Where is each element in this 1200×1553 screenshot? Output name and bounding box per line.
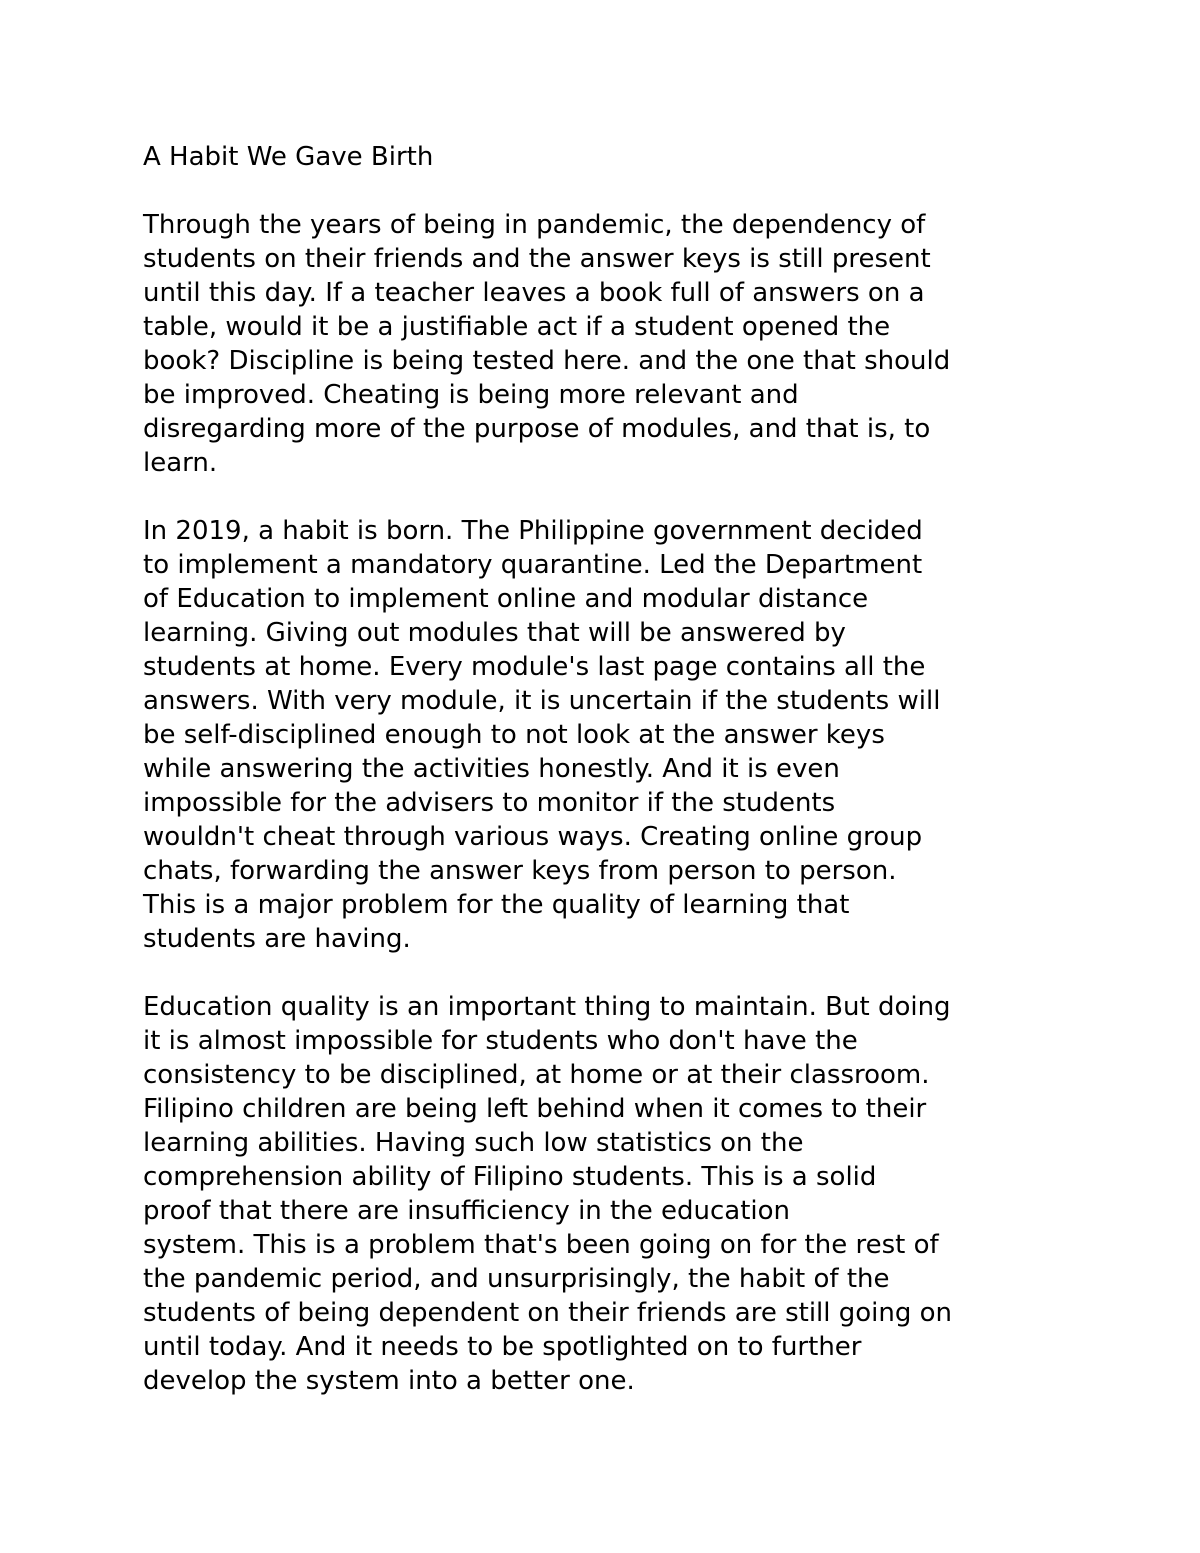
paragraph-line: while answering the activities honestly. And it is even <box>143 754 840 784</box>
paragraph-line: students of being dependent on their friends are still going on <box>143 1298 953 1328</box>
paragraph-line: impossible for the advisers to monitor if the students <box>143 788 836 818</box>
paragraph-line: it is almost impossible for students who don't have the <box>143 1026 858 1056</box>
paragraph-line: Through the years of being in pandemic, the dependency of <box>143 210 926 240</box>
paragraph-line: disregarding more of the purpose of modules, and that is, to <box>143 414 931 444</box>
paragraph-line: Filipino children are being left behind when it comes to their <box>143 1094 927 1124</box>
paragraph-1 <box>143 208 1073 480</box>
paragraph-line: until today. And it needs to be spotlighted on to further <box>143 1332 862 1362</box>
paragraph-line: be self-disciplined enough to not look at the answer keys <box>143 720 885 750</box>
paragraph-line: students at home. Every module's last page contains all the <box>143 652 926 682</box>
paragraph-line: learning. Giving out modules that will be answered by <box>143 618 846 648</box>
document-body <box>143 140 1073 1398</box>
paragraph-line: comprehension ability of Filipino students. This is a solid <box>143 1162 877 1192</box>
paragraph-line: consistency to be disciplined, at home or at their classroom. <box>143 1060 930 1090</box>
paragraph-line: In 2019, a habit is born. The Philippine government decided <box>143 516 923 546</box>
paragraph-line: Education quality is an important thing to maintain. But doing <box>143 992 951 1022</box>
paragraph-line: answers. With very module, it is uncertain if the students will <box>143 686 941 716</box>
paragraph-line: system. This is a problem that's been going on for the rest of <box>143 1230 939 1260</box>
paragraph-line: until this day. If a teacher leaves a book full of answers on a <box>143 278 925 308</box>
paragraph-spacer <box>143 956 1073 990</box>
paragraph-line: to implement a mandatory quarantine. Led the Department <box>143 550 923 580</box>
paragraph-line: chats, forwarding the answer keys from person to person. <box>143 856 897 886</box>
paragraph-line: students on their friends and the answer keys is still present <box>143 244 931 274</box>
paragraph-line: wouldn't cheat through various ways. Creating online group <box>143 822 923 852</box>
paragraph-line: of Education to implement online and modular distance <box>143 584 869 614</box>
paragraph-line: students are having. <box>143 924 411 954</box>
paragraph-spacer <box>143 174 1073 208</box>
paragraph-line: develop the system into a better one. <box>143 1366 635 1396</box>
paragraph-line: learn. <box>143 448 218 478</box>
paragraph-line: the pandemic period, and unsurprisingly, the habit of the <box>143 1264 890 1294</box>
paragraph-line: be improved. Cheating is being more relevant and <box>143 380 799 410</box>
document-title: A Habit We Gave Birth <box>143 142 434 172</box>
paragraph-3 <box>143 990 1073 1398</box>
paragraph-line: book? Discipline is being tested here. and the one that should <box>143 346 951 376</box>
paragraph-line: learning abilities. Having such low statistics on the <box>143 1128 804 1158</box>
paragraph-2 <box>143 514 1073 956</box>
paragraph-line: This is a major problem for the quality of learning that <box>143 890 850 920</box>
paragraph-spacer <box>143 480 1073 514</box>
paragraph-line: table, would it be a justifiable act if a student opened the <box>143 312 891 342</box>
paragraph-line: proof that there are insufficiency in the education <box>143 1196 790 1226</box>
